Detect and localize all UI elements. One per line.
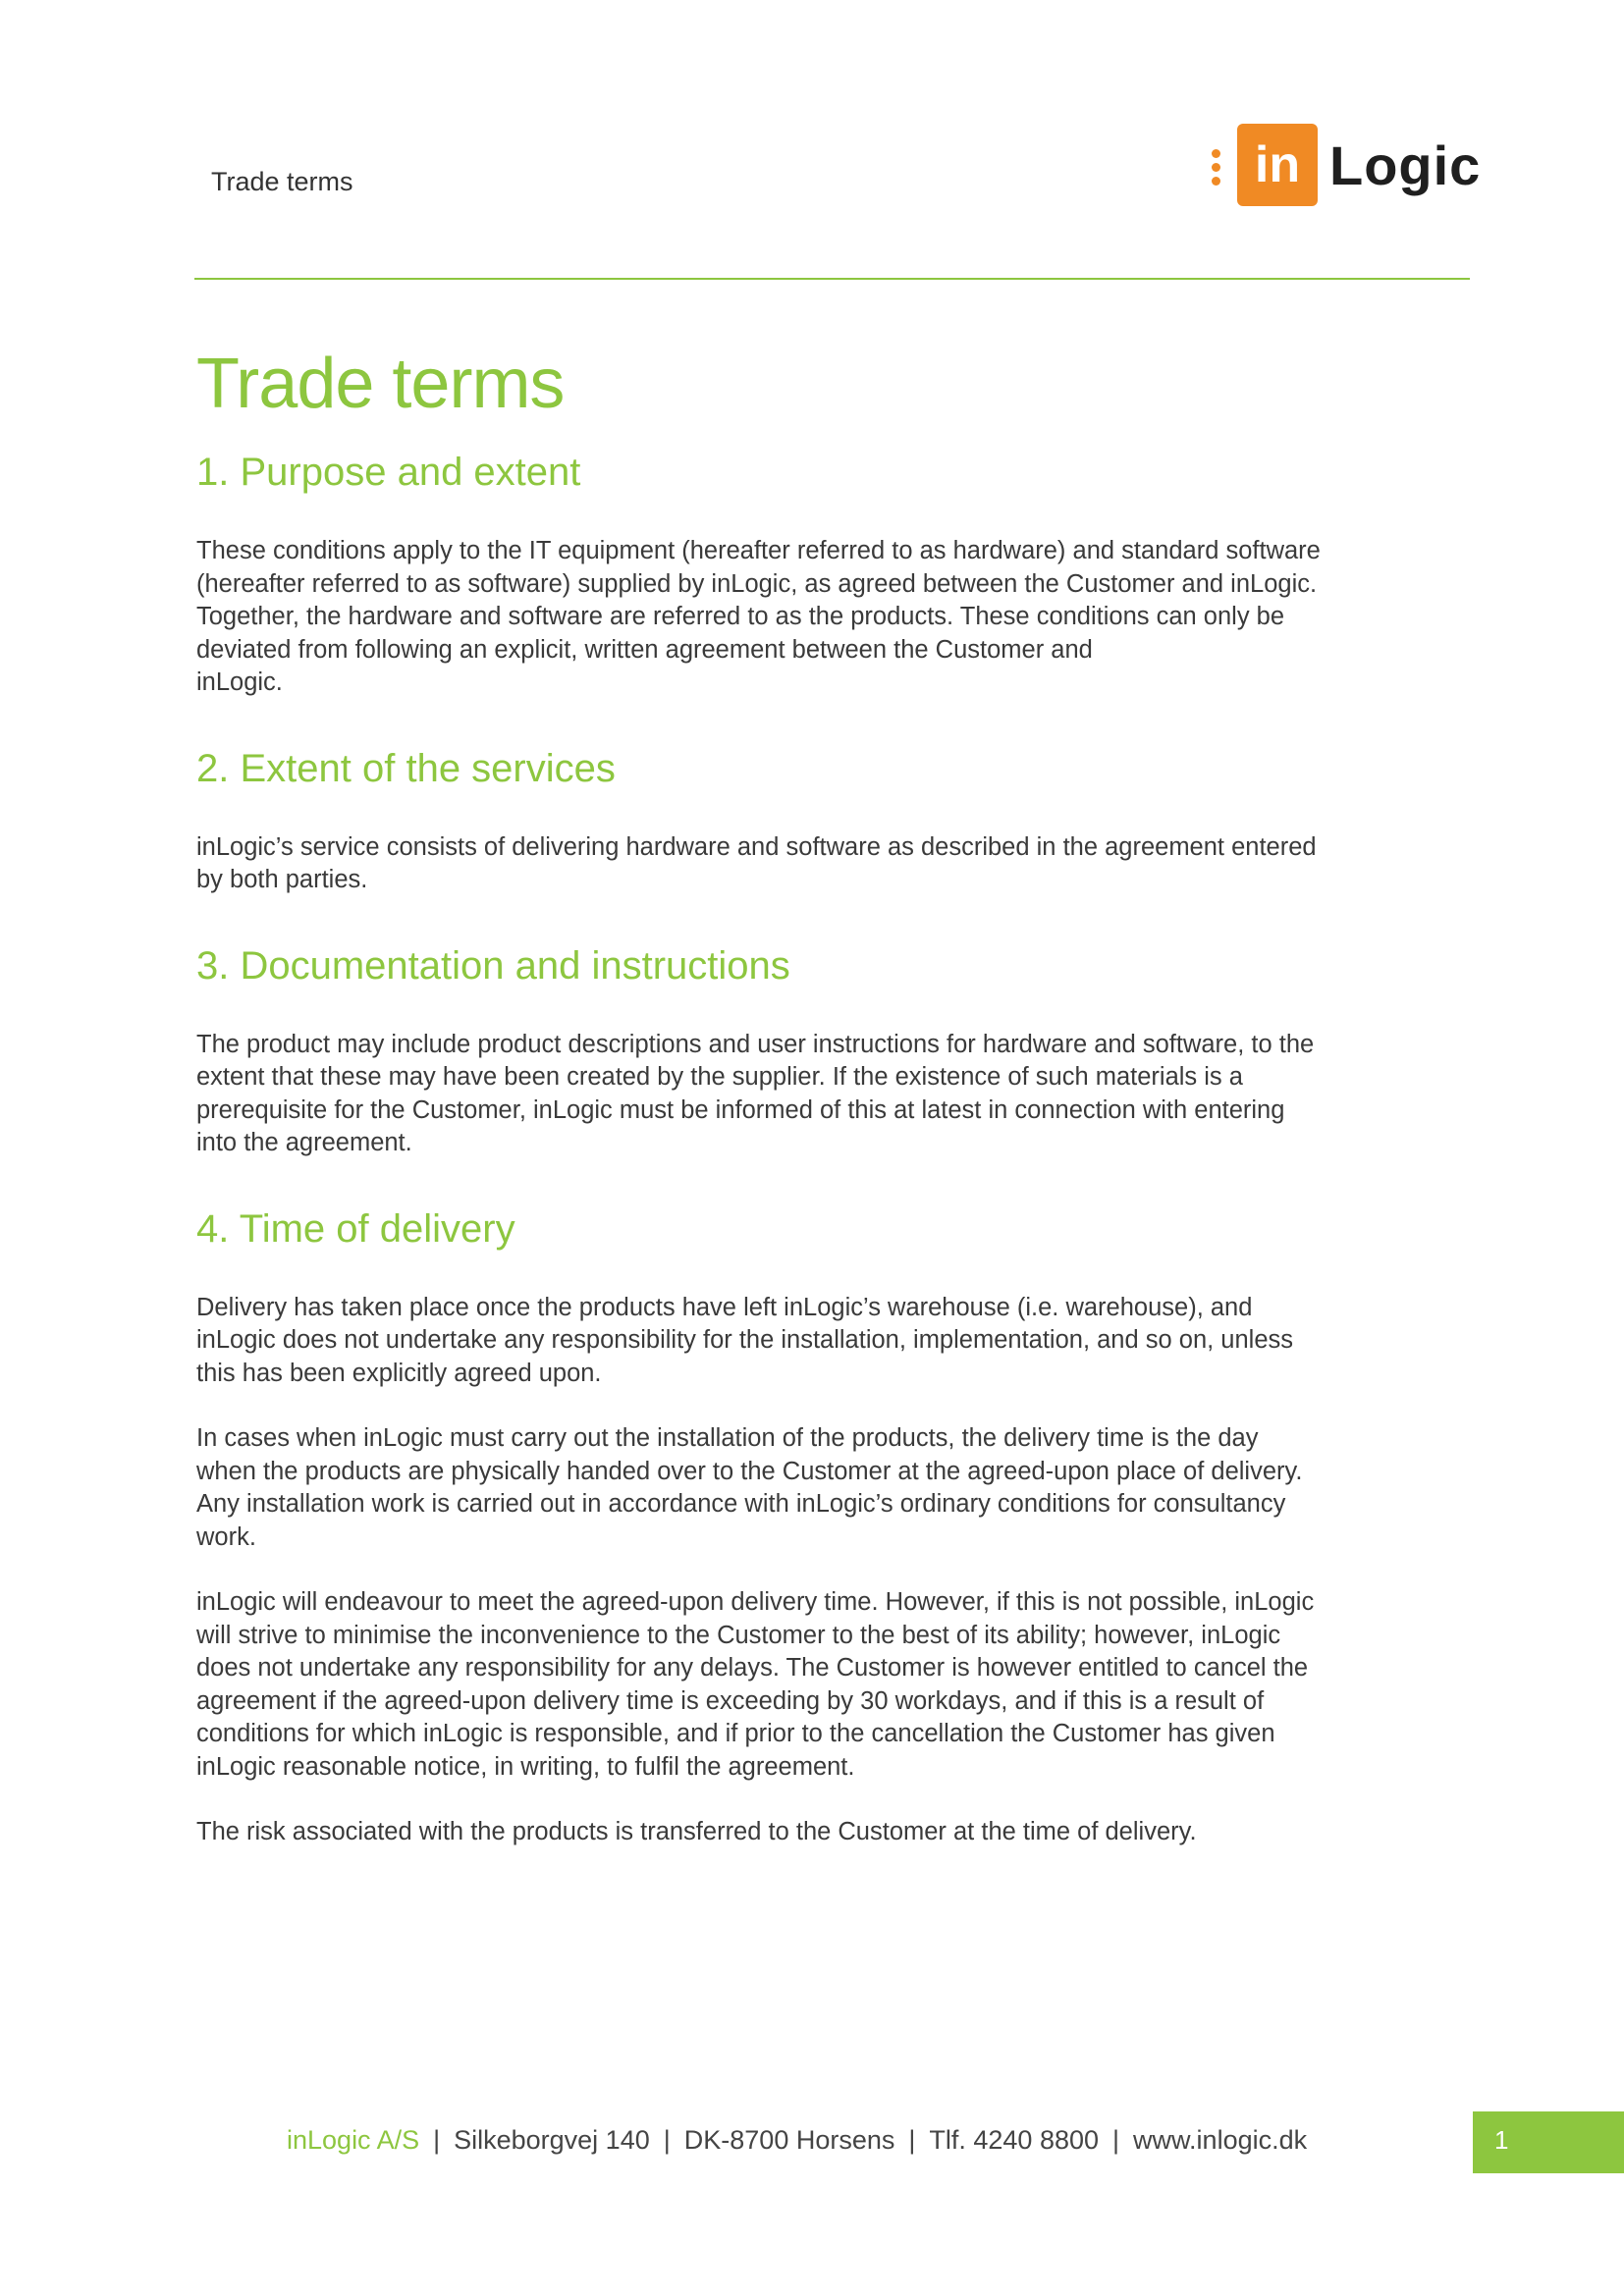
section-heading: 4. Time of delivery bbox=[196, 1206, 515, 1251]
document-body bbox=[196, 346, 1443, 1882]
footer-phone: Tlf. 4240 8800 bbox=[929, 2125, 1100, 2155]
inlogic-logo bbox=[1212, 124, 1482, 208]
footer-city: DK-8700 Horsens bbox=[683, 2125, 895, 2155]
section-heading: 1. Purpose and extent bbox=[196, 451, 581, 495]
section-time-of-delivery bbox=[196, 1205, 1443, 1849]
section-heading: 2. Extent of the services bbox=[196, 746, 616, 790]
page-title: Trade terms bbox=[196, 345, 565, 423]
section-paragraph: inLogic will endeavour to meet the agreed-upon delivery time. However, if this is not possible, inLogic will strive to minimise the inconvenience to the Customer to the best of its ability; however, inLogic does not undertake any responsibility for any delays. The Customer is however entitled to cancel the agreement if the agreed-upon delivery time is exceeding by 30 workdays, and if this is a result of conditions for which inLogic is responsible, and if prior to the cancellation the Customer has given inLogic reasonable notice, in writing, to fulfil the agreement. bbox=[196, 1588, 1315, 1781]
section-paragraph: The risk associated with the products is transferred to the Customer at the time of delivery. bbox=[196, 1818, 1197, 1846]
logo-dots-icon bbox=[1212, 149, 1221, 190]
footer-website[interactable]: www.inlogic.dk bbox=[1133, 2125, 1308, 2155]
section-paragraph: inLogic’s service consists of delivering hardware and software as described in the agreement entered by both parties. bbox=[196, 832, 1317, 894]
footer-separator: | bbox=[908, 2125, 916, 2155]
section-purpose-and-extent bbox=[196, 449, 1443, 700]
logo-wordmark: Logic bbox=[1329, 134, 1482, 196]
header-title: Trade terms bbox=[211, 167, 353, 196]
section-extent-of-services bbox=[196, 745, 1443, 897]
footer-separator: | bbox=[1112, 2125, 1120, 2155]
section-heading: 3. Documentation and instructions bbox=[196, 943, 790, 988]
section-documentation-and-instructions bbox=[196, 942, 1443, 1160]
section-paragraph: In cases when inLogic must carry out the installation of the products, the delivery time is the day when the products are physically handed over to the Customer at the agreed-upon place of delivery. Any installation work is carried out in accordance with inLogic’s ordinary conditions for consultancy work. bbox=[196, 1424, 1303, 1551]
section-paragraph: Delivery has taken place once the products have left inLogic’s warehouse (i.e. warehouse), and inLogic does not undertake any responsibility for the installation, implementation, and so on, unless this has been explicitly agreed upon. bbox=[196, 1293, 1294, 1387]
page-number: 1 bbox=[1494, 2125, 1509, 2155]
footer-company: inLogic A/S bbox=[287, 2125, 420, 2155]
footer-separator: | bbox=[433, 2125, 441, 2155]
header-divider bbox=[194, 278, 1470, 280]
footer-address: Silkeborgvej 140 bbox=[454, 2125, 650, 2155]
section-paragraph: The product may include product descriptions and user instructions for hardware and software, to the extent that these may have been created by the supplier. If the existence of such materials is a prerequisite for the Customer, inLogic must be informed of this at latest in connection with entering into the agreement. bbox=[196, 1030, 1315, 1157]
page-number-badge bbox=[1473, 2111, 1624, 2173]
footer-separator: | bbox=[663, 2125, 671, 2155]
logo-in-box: in bbox=[1237, 124, 1318, 206]
section-paragraph: These conditions apply to the IT equipment (hereafter referred to as hardware) and standard software (hereafter referred to as software) supplied by inLogic, as agreed between the Customer and inLogic. Together, the hardware and software are referred to as the products. These conditions can only be deviated from following an explicit, written agreement between the Customer and inLogic. bbox=[196, 537, 1321, 697]
